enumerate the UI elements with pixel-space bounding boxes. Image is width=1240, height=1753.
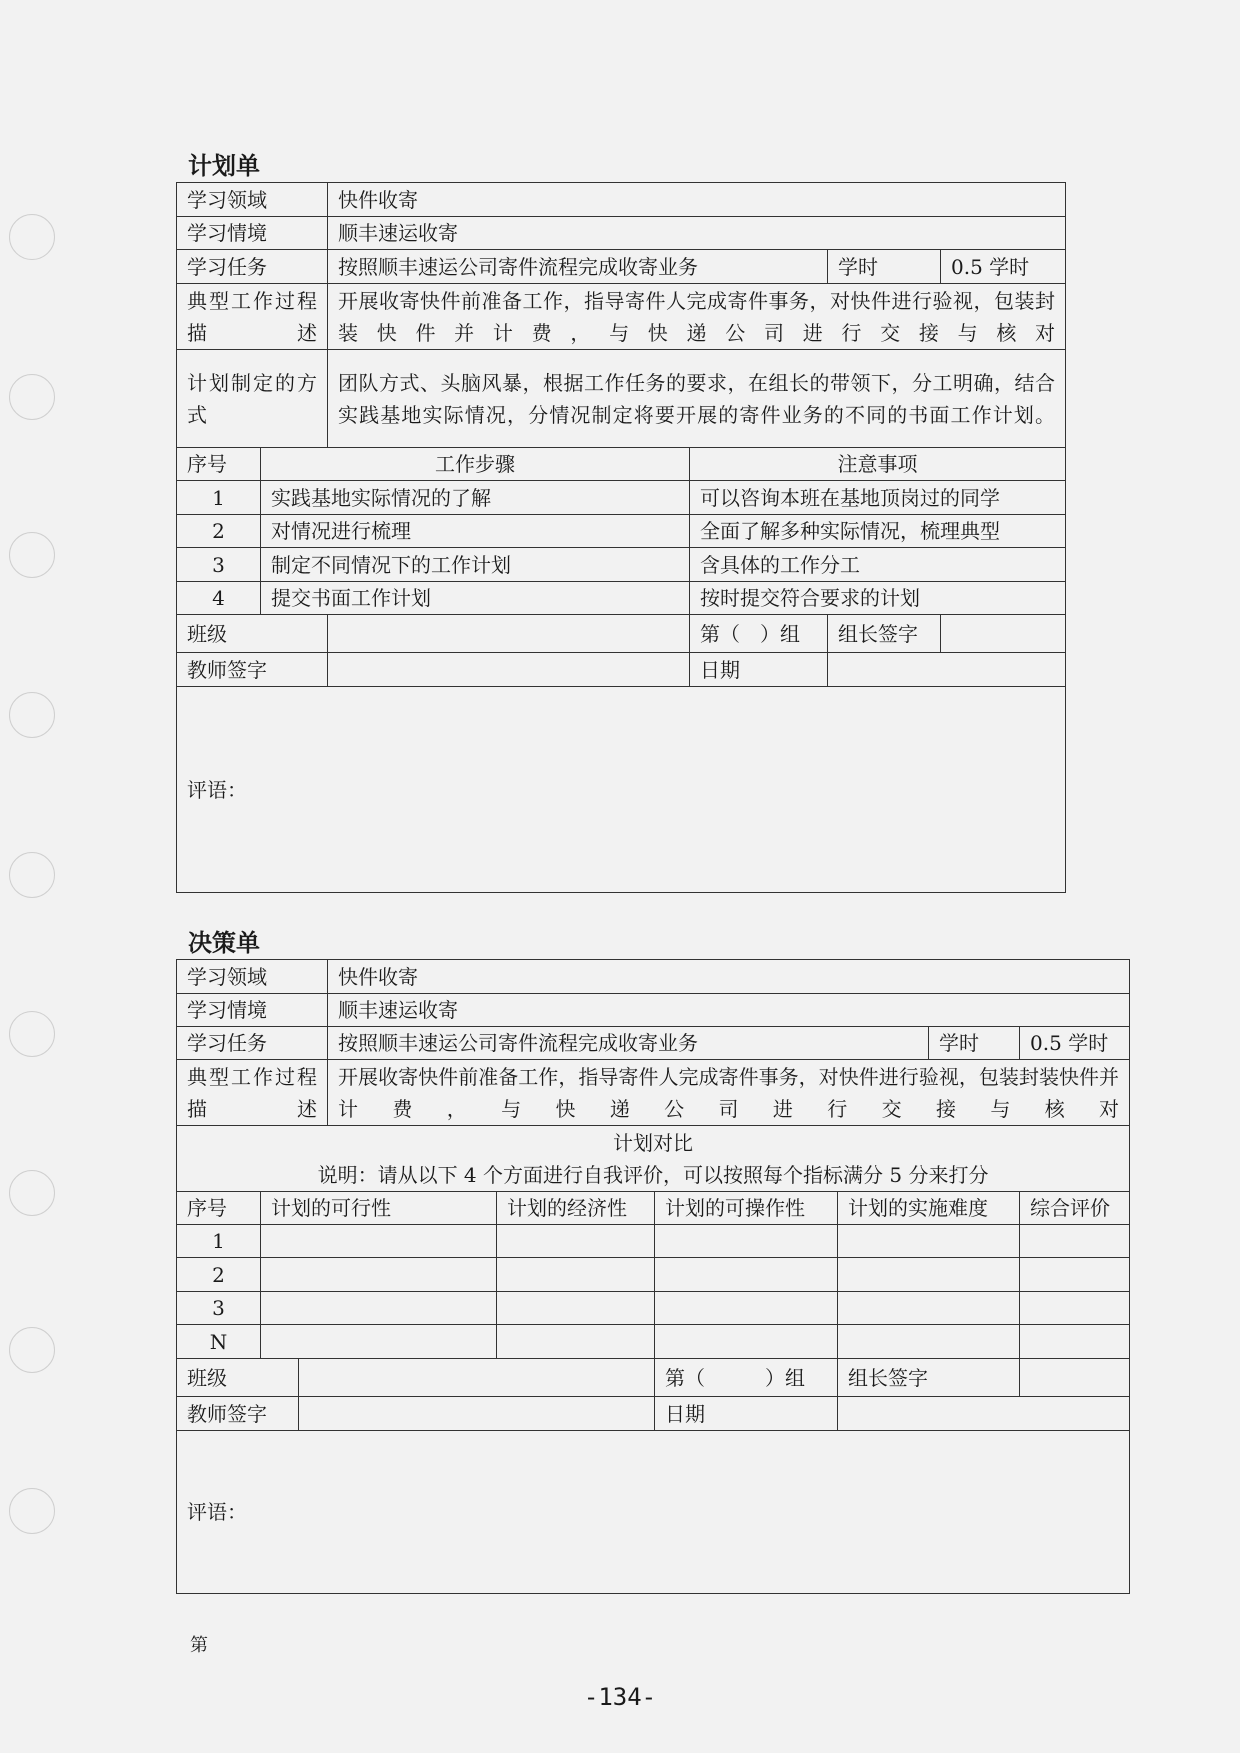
plan-context-label: 学习情境 [177, 217, 328, 250]
decision-header-no: 序号 [177, 1192, 261, 1225]
plan-leader-sign-field[interactable] [941, 615, 1066, 653]
plan-step-text: 实践基地实际情况的了解 [261, 481, 690, 515]
plan-comment-row [177, 687, 1066, 893]
plan-teacher-sign-field[interactable] [328, 653, 690, 687]
score-cell[interactable] [497, 1292, 655, 1325]
decision-sheet-title: 决策单 [188, 929, 260, 957]
decision-context-value: 顺丰速运收寄 [328, 994, 1130, 1027]
score-cell[interactable] [497, 1225, 655, 1258]
score-cell[interactable] [261, 1225, 497, 1258]
score-cell[interactable] [261, 1292, 497, 1325]
plan-method-value: 团队方式、头脑风暴，根据工作任务的要求，在组长的带领下，分工明确，结合实践基地实际情况，分情况制定将要开展的寄件业务的不同的书面工作计划。 [328, 350, 1066, 448]
table-row [177, 548, 1066, 582]
plan-header-row [177, 448, 1066, 481]
score-cell[interactable] [655, 1325, 838, 1359]
score-cell[interactable] [497, 1258, 655, 1292]
plan-step-text: 提交书面工作计划 [261, 582, 690, 615]
decision-row-no: 1 [177, 1225, 261, 1258]
plan-step-text: 对情况进行梳理 [261, 515, 690, 548]
binder-hole [9, 1011, 55, 1057]
plan-header-steps: 工作步骤 [261, 448, 690, 481]
table-row [177, 1225, 1130, 1258]
binder-hole [9, 692, 55, 738]
decision-row-no: 3 [177, 1292, 261, 1325]
decision-sheet-table [176, 959, 1130, 1594]
decision-row-task [177, 1027, 1130, 1060]
score-cell[interactable] [838, 1325, 1020, 1359]
plan-sheet-title: 计划单 [188, 152, 260, 180]
decision-teacher-row [177, 1397, 1130, 1431]
plan-header-no: 序号 [177, 448, 261, 481]
score-cell[interactable] [261, 1258, 497, 1292]
plan-row-field [177, 183, 1066, 217]
decision-leader-sign-field[interactable] [1020, 1359, 1130, 1397]
plan-sheet-table [176, 182, 1066, 893]
score-cell[interactable] [655, 1225, 838, 1258]
decision-teacher-label: 教师签字 [177, 1397, 299, 1431]
plan-step-no: 3 [177, 548, 261, 582]
plan-process-label: 典型工作过程描述 [177, 284, 328, 350]
plan-hours-value: 0.5 学时 [941, 250, 1066, 284]
footer-mark: 第 [190, 1635, 208, 1656]
decision-row-no: N [177, 1325, 261, 1359]
plan-teacher-label: 教师签字 [177, 653, 328, 687]
decision-row-process [177, 1060, 1130, 1126]
plan-leader-label: 组长签字 [828, 615, 941, 653]
decision-hours-label: 学时 [929, 1027, 1020, 1060]
plan-method-label: 计划制定的方式 [177, 350, 328, 448]
binder-hole [9, 1170, 55, 1216]
decision-compare-row [177, 1126, 1130, 1192]
plan-step-no: 4 [177, 582, 261, 615]
decision-comment-box[interactable] [177, 1431, 1130, 1594]
decision-header-overall: 综合评价 [1020, 1192, 1130, 1225]
score-cell[interactable] [497, 1325, 655, 1359]
decision-header-feasibility: 计划的可行性 [261, 1192, 497, 1225]
plan-date-label: 日期 [690, 653, 828, 687]
plan-step-note: 全面了解多种实际情况，梳理典型 [690, 515, 1066, 548]
score-cell[interactable] [838, 1258, 1020, 1292]
decision-compare-title: 计划对比 [613, 1130, 694, 1155]
decision-leader-label: 组长签字 [838, 1359, 1020, 1397]
decision-date-label: 日期 [655, 1397, 838, 1431]
decision-field-value: 快件收寄 [328, 960, 1130, 994]
score-cell[interactable] [838, 1292, 1020, 1325]
binder-hole [9, 214, 55, 260]
plan-process-value: 开展收寄快件前准备工作，指导寄件人完成寄件事务，对快件进行验视，包装封装快件并计费，与快递公司进行交接与核对 [328, 284, 1066, 350]
decision-row-context [177, 994, 1130, 1027]
plan-step-text: 制定不同情况下的工作计划 [261, 548, 690, 582]
plan-header-notes: 注意事项 [690, 448, 1066, 481]
binder-hole [9, 532, 55, 578]
decision-field-label: 学习领域 [177, 960, 328, 994]
page-number: -134- [583, 1683, 657, 1711]
decision-date-field[interactable] [838, 1397, 1130, 1431]
plan-class-field[interactable] [328, 615, 690, 653]
decision-context-label: 学习情境 [177, 994, 328, 1027]
decision-process-value: 开展收寄快件前准备工作，指导寄件人完成寄件事务，对快件进行验视，包装封装快件并计费，与快递公司进行交接与核对 [328, 1060, 1130, 1126]
plan-step-no: 1 [177, 481, 261, 515]
plan-hours-label: 学时 [828, 250, 941, 284]
plan-context-value: 顺丰速运收寄 [328, 217, 1066, 250]
binder-hole [9, 852, 55, 898]
score-cell[interactable] [655, 1258, 838, 1292]
decision-row-field [177, 960, 1130, 994]
plan-row-process [177, 284, 1066, 350]
decision-teacher-sign-field[interactable] [299, 1397, 655, 1431]
plan-step-no: 2 [177, 515, 261, 548]
decision-header-economy: 计划的经济性 [497, 1192, 655, 1225]
score-cell[interactable] [1020, 1225, 1130, 1258]
plan-date-field[interactable] [828, 653, 1066, 687]
plan-task-value: 按照顺丰速运公司寄件流程完成收寄业务 [328, 250, 828, 284]
table-row [177, 1325, 1130, 1359]
plan-comment-box[interactable] [177, 687, 1066, 893]
plan-step-note: 含具体的工作分工 [690, 548, 1066, 582]
plan-row-task [177, 250, 1066, 284]
score-cell[interactable] [655, 1292, 838, 1325]
decision-header-operability: 计划的可操作性 [655, 1192, 838, 1225]
decision-comment-label: 评语： [187, 1500, 247, 1524]
plan-field-label: 学习领域 [177, 183, 328, 217]
table-row [177, 515, 1066, 548]
decision-comment-row [177, 1431, 1130, 1594]
decision-sign-row [177, 1359, 1130, 1397]
plan-task-label: 学习任务 [177, 250, 328, 284]
plan-group-label: 第（ ）组 [690, 615, 828, 653]
plan-row-context [177, 217, 1066, 250]
decision-header-difficulty: 计划的实施难度 [838, 1192, 1020, 1225]
plan-class-label: 班级 [177, 615, 328, 653]
score-cell[interactable] [261, 1325, 497, 1359]
decision-group-label: 第（ ）组 [655, 1359, 838, 1397]
score-cell[interactable] [838, 1225, 1020, 1258]
decision-header-row [177, 1192, 1130, 1225]
decision-class-label: 班级 [177, 1359, 299, 1397]
table-row [177, 481, 1066, 515]
binder-hole [9, 1327, 55, 1373]
score-cell[interactable] [1020, 1325, 1130, 1359]
plan-field-value: 快件收寄 [328, 183, 1066, 217]
decision-hours-value: 0.5 学时 [1020, 1027, 1130, 1060]
plan-step-note: 可以咨询本班在基地顶岗过的同学 [690, 481, 1066, 515]
decision-class-field[interactable] [299, 1359, 655, 1397]
binder-hole [9, 1488, 55, 1534]
table-row [177, 1292, 1130, 1325]
score-cell[interactable] [1020, 1258, 1130, 1292]
decision-compare-note: 说明：请从以下 4 个方面进行自我评价，可以按照每个指标满分 5 分来打分 [317, 1162, 989, 1187]
plan-row-method [177, 350, 1066, 448]
plan-comment-label: 评语： [187, 777, 247, 802]
plan-sign-row [177, 615, 1066, 653]
score-cell[interactable] [1020, 1292, 1130, 1325]
plan-step-note: 按时提交符合要求的计划 [690, 582, 1066, 615]
plan-teacher-row [177, 653, 1066, 687]
table-row [177, 582, 1066, 615]
decision-task-value: 按照顺丰速运公司寄件流程完成收寄业务 [328, 1027, 929, 1060]
decision-task-label: 学习任务 [177, 1027, 328, 1060]
decision-compare-cell [177, 1126, 1130, 1192]
decision-process-label: 典型工作过程描述 [177, 1060, 328, 1126]
binder-hole [9, 374, 55, 420]
table-row [177, 1258, 1130, 1292]
decision-row-no: 2 [177, 1258, 261, 1292]
